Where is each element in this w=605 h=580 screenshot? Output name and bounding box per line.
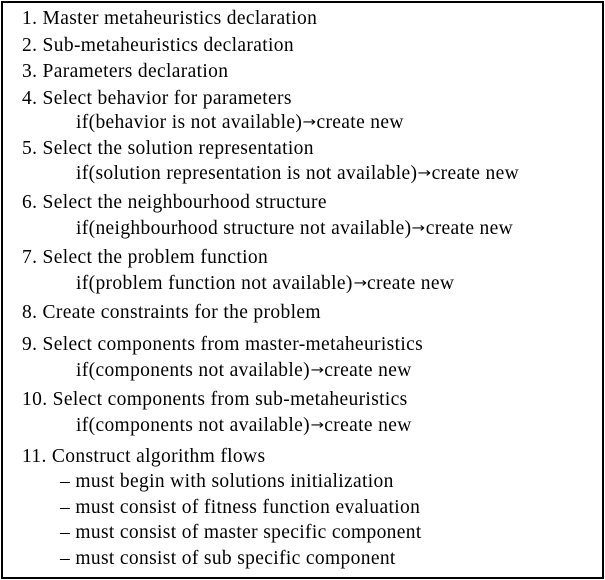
flow-rule-3: – must consist of master specific component — [60, 522, 422, 543]
step-2-label: 2. Sub-metaheuristics declaration — [22, 35, 295, 56]
flow-rule-1: – must begin with solutions initialization — [60, 471, 394, 492]
step-9-condition: if(components not available) — [76, 360, 310, 381]
step-1-label: 1. Master metaheuristics declaration — [22, 8, 318, 29]
step-6-condition-line — [76, 218, 513, 242]
arrow-right-icon: → — [412, 221, 427, 236]
flow-rule-2: – must consist of fitness function evaluation — [60, 497, 421, 518]
step-7-action: create new — [366, 273, 455, 294]
arrow-right-icon: → — [417, 166, 433, 181]
step-10-condition: if(components not available) — [76, 415, 310, 436]
step-5-label: 5. Select the solution representation — [22, 138, 314, 159]
step-4-condition-line — [76, 112, 404, 136]
arrow-right-icon: → — [302, 115, 317, 130]
step-9-condition-line — [76, 360, 412, 384]
step-6-label: 6. Select the neighbourhood structure — [22, 192, 327, 213]
step-7-condition-line — [76, 273, 454, 297]
step-7-label: 7. Select the problem function — [22, 247, 269, 268]
step-10-condition-line — [76, 415, 412, 439]
step-8-label: 8. Create constraints for the problem — [22, 302, 321, 323]
step-3-label: 3. Parameters declaration — [22, 61, 229, 82]
flow-rule-4: – must consist of sub specific component — [60, 548, 396, 569]
step-7-condition: if(problem function not available) — [76, 273, 353, 294]
step-10-action: create new — [324, 415, 412, 436]
step-10-label: 10. Select components from sub-metaheuristics — [22, 389, 408, 410]
step-9-label: 9. Select components from master-metaheuristics — [22, 334, 424, 355]
step-5-action: create new — [431, 163, 520, 184]
step-5-condition-line — [76, 163, 519, 187]
step-6-condition: if(neighbourhood structure not available) — [76, 218, 412, 239]
step-11-label: 11. Construct algorithm flows — [22, 446, 266, 467]
step-6-action: create new — [425, 218, 514, 239]
step-5-condition: if(solution representation is not available) — [76, 163, 418, 184]
arrow-right-icon: → — [310, 363, 325, 378]
step-4-label: 4. Select behavior for parameters — [22, 88, 292, 109]
step-9-action: create new — [324, 360, 412, 381]
step-4-action: create new — [316, 112, 404, 133]
arrow-right-icon: → — [310, 418, 325, 433]
step-4-condition: if(behavior is not available) — [76, 112, 303, 133]
arrow-right-icon: → — [353, 276, 368, 291]
